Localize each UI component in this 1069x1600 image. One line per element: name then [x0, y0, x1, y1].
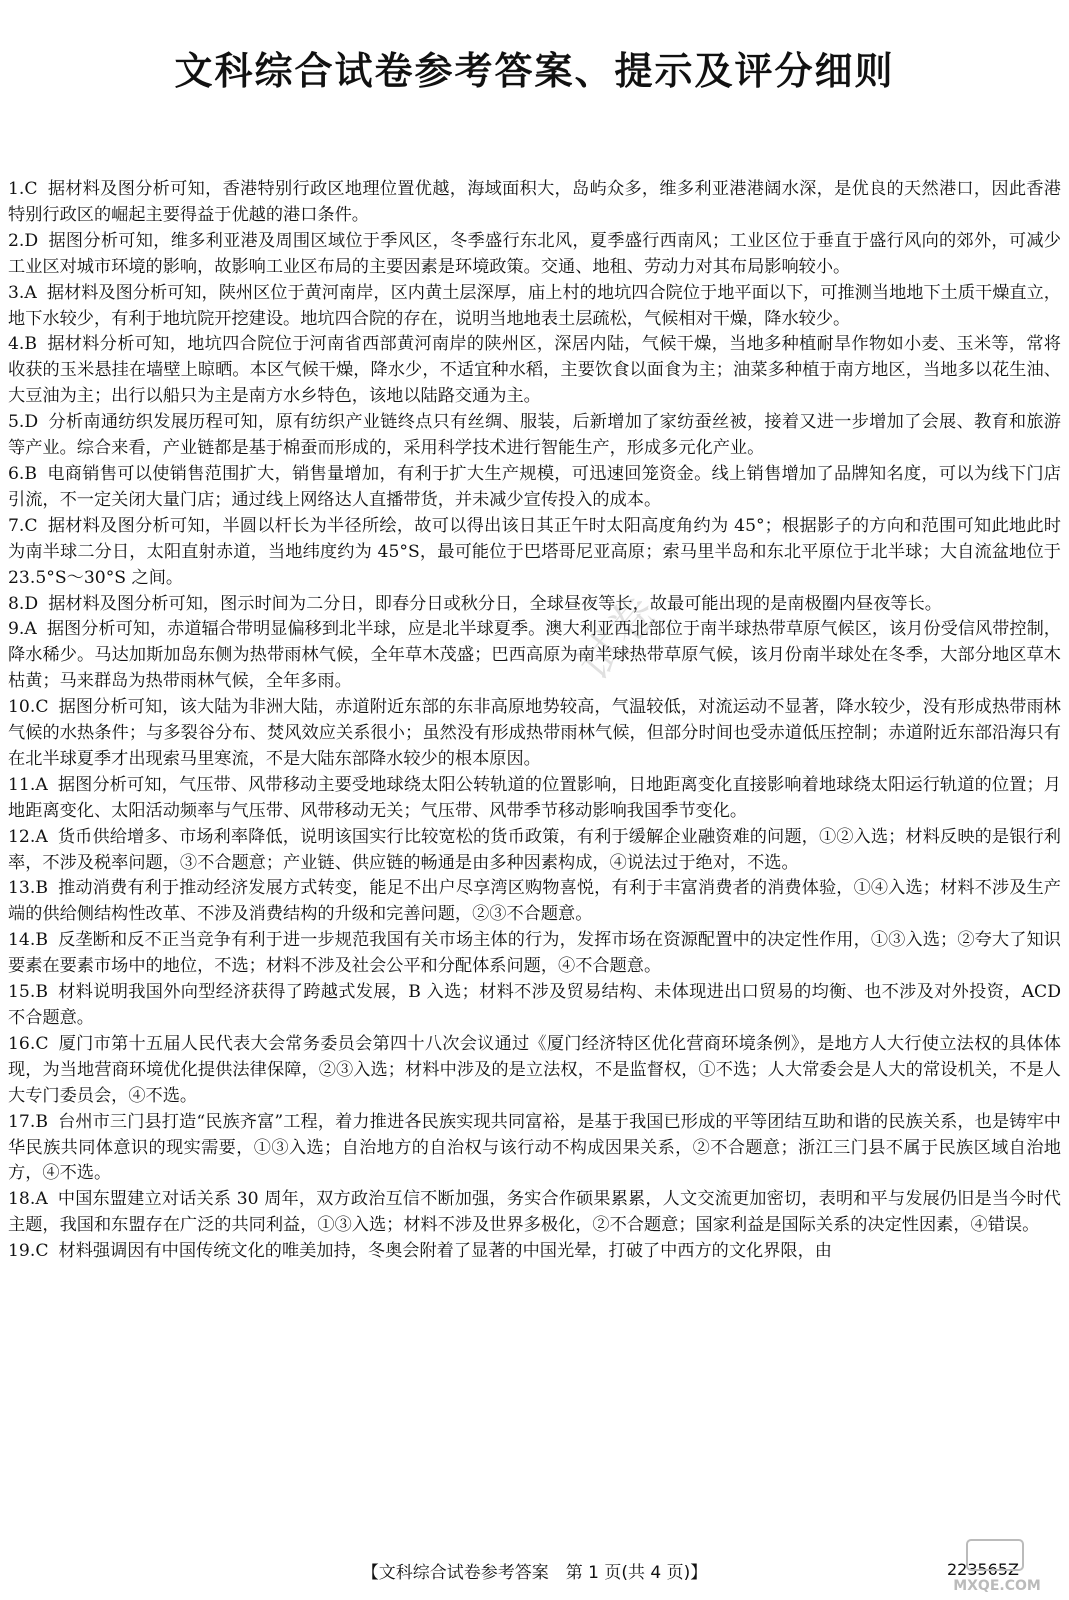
- answer-text: 据材料及图分析可知，香港特别行政区地理位置优越，海域面积大，岛屿众多，维多利亚港港阔水深，是优良的天然港口，因此香港特别行政区的崛起主要得益于优越的港口条件。: [8, 179, 1061, 225]
- answer-number: 2.D: [8, 230, 39, 251]
- answer-item: [8, 332, 1061, 410]
- answer-item: [8, 410, 1061, 462]
- answer-item: [8, 1032, 1061, 1110]
- answer-item: [8, 773, 1061, 825]
- answer-text: 中国东盟建立对话关系 30 周年，双方政治互信不断加强，务实合作硕果累累，人文交流更加密切，表明和平与发展仍旧是当今时代主题，我国和东盟存在广泛的共同利益，①③入选；材料不涉及世界多极化，②不合题意；国家利益是国际关系的决定性因素，④错误。: [8, 1189, 1061, 1236]
- answer-text: 据图分析可知，维多利亚港及周围区域位于季风区，冬季盛行东北风，夏季盛行西南风；工业区位于垂直于盛行风向的郊外，可减少工业区对城市环境的影响，故影响工业区布局的主要因素是环境政策。交通、地租、劳动力对其布局影响较小。: [8, 230, 1061, 277]
- answer-item: [8, 592, 1061, 618]
- answer-item: [8, 695, 1061, 773]
- answer-text: 电商销售可以使销售范围扩大，销售量增加，有利于扩大生产规模，可迅速回笼资金。线上销售增加了品牌知名度，可以为线下门店引流，不一定关闭大量门店；通过线上网络达人直播带货，并未减少宣传投入的成本。: [8, 463, 1061, 510]
- answer-item: [8, 177, 1061, 229]
- site-logo-icon: [937, 1536, 1057, 1596]
- answer-text: 据图分析可知，气压带、风带移动主要受地球绕太阳公转轨道的位置影响，日地距离变化直接影响着地球绕太阳运行轨道的位置；月地距离变化、太阳活动频率与气压带、风带移动无关；气压带、风带季节移动影响我国季节变化。: [8, 774, 1061, 821]
- answer-item: [8, 617, 1061, 695]
- answer-text: 反垄断和反不正当竞争有利于进一步规范我国有关市场主体的行为，发挥市场在资源配置中的决定性作用，①③入选；②夸大了知识要素在要素市场中的地位，不选；材料不涉及社会公平和分配体系问题，④不合题意。: [8, 930, 1061, 977]
- answer-number: 18.A: [8, 1189, 48, 1210]
- answer-number: 11.A: [8, 774, 48, 795]
- answer-number: 6.B: [8, 463, 38, 484]
- answer-number: 10.C: [8, 697, 49, 718]
- answer-text: 材料强调因有中国传统文化的唯美加持，冬奥会附着了显著的中国光晕，打破了中西方的文化界限，由: [58, 1241, 832, 1262]
- answer-number: 1.C: [8, 179, 38, 199]
- answer-number: 5.D: [8, 412, 39, 433]
- answer-text: 材料说明我国外向型经济获得了跨越式发展，B 入选；材料不涉及贸易结构、未体现进出口贸易的均衡、也不涉及对外投资，ACD 不合题意。: [8, 982, 1061, 1028]
- answer-number: 9.A: [8, 619, 37, 640]
- answer-text: 厦门市第十五届人民代表大会常务委员会第四十八次会议通过《厦门经济特区优化营商环境条例》，是地方人大行使立法权的具体体现，为当地营商环境优化提供法律保障，②③入选；材料中涉及的是立法权，不是监督权，①不选；人大常委会是人大的常设机关，不是人大专门委员会，④不选。: [8, 1033, 1061, 1106]
- answer-item: [8, 281, 1061, 333]
- answer-item: [8, 876, 1061, 928]
- page-title: 文科综合试卷参考答案、提示及评分细则: [174, 49, 895, 93]
- answer-item: [8, 980, 1061, 1032]
- answer-item: [8, 514, 1061, 592]
- answer-item: [8, 825, 1061, 877]
- answer-text: 台州市三门县打造“民族齐富”工程，着力推进各民族实现共同富裕，是基于我国已形成的平等团结互助和谐的民族关系，也是铸牢中华民族共同体意识的现实需要，①③入选；自治地方的自治权与该行动不构成因果关系，②不合题意；浙江三门县不属于民族区域自治地方，④不选。: [8, 1111, 1061, 1184]
- answer-number: 7.C: [8, 515, 38, 536]
- page-footer: 【文科综合试卷参考答案 第 1 页(共 4 页)】: [361, 1563, 708, 1583]
- answer-text: 据材料及图分析可知，图示时间为二分日，即春分日或秋分日，全球昼夜等长，故最可能出现的是南极圈内昼夜等长。: [48, 593, 942, 614]
- answer-text: 据图分析可知，赤道辐合带明显偏移到北半球，应是北半球夏季。澳大利亚西北部位于南半球热带草原气候区，该月份受信风带控制，降水稀少。马达加斯加岛东侧为热带雨林气候，全年草木茂盛；巴西高原为南半球热带草原气候，该月份南半球处在冬季，大部分地区草木枯黄；马来群岛为热带雨林气候，全年多雨。: [8, 619, 1061, 692]
- answer-number: 12.A: [8, 826, 48, 847]
- answer-list: [8, 177, 1061, 1265]
- answer-number: 14.B: [8, 930, 48, 951]
- answer-number: 15.B: [8, 982, 48, 1003]
- answer-text: 推动消费有利于推动经济发展方式转变，能足不出户尽享湾区购物喜悦，有利于丰富消费者的消费体验，①④入选；材料不涉及生产端的供给侧结构性改革、不涉及消费结构的升级和完善问题，②③不合题意。: [8, 878, 1061, 925]
- answer-item: [8, 1110, 1061, 1188]
- answer-number: 8.D: [8, 593, 39, 614]
- answer-number: 16.C: [8, 1033, 49, 1054]
- answer-text: 据图分析可知，该大陆为非洲大陆，赤道附近东部的东非高原地势较高，气温较低，对流运动不显著，降水较少，没有形成热带雨林气候的水热条件；与多裂谷分布、焚风效应关系很小；虽然没有形成热带雨林气候，但部分时间也受赤道低压控制；赤道附近东部沿海只有在北半球夏季才出现索马里寒流，不是大陆东部降水较少的根本原因。: [8, 697, 1061, 769]
- answer-number: 3.A: [8, 282, 37, 303]
- answer-number: 17.B: [8, 1111, 48, 1132]
- answer-item: [8, 1187, 1061, 1239]
- answer-text: 据材料及图分析可知，陕州区位于黄河南岸，区内黄土层深厚，庙上村的地坑四合院位于地平面以下，可推测当地地下土质干燥直立，地下水较少，有利于地坑院开挖建设。地坑四合院的存在，说明当地地表土层疏松，气候相对干燥，降水较少。: [8, 282, 1061, 329]
- logo-text: MXQE.COM: [953, 1578, 1041, 1594]
- answer-item: [8, 229, 1061, 281]
- answer-number: 19.C: [8, 1241, 49, 1262]
- answer-item: [8, 1239, 1061, 1265]
- answer-text: 据材料分析可知，地坑四合院位于河南省西部黄河南岸的陕州区，深居内陆，气候干燥，当地多种植耐旱作物如小麦、玉米等，常将收获的玉米悬挂在墙壁上晾晒。本区气候干燥，降水少，不适宜种水稻，主要饮食以面食为主；油菜多种植于南方地区，当地多以花生油、大豆油为主；出行以船只为主是南方水乡特色，该地以陆路交通为主。: [8, 334, 1061, 407]
- answer-text: 分析南通纺织发展历程可知，原有纺织产业链终点只有丝绸、服装，后新增加了家纺蚕丝被，接着又进一步增加了会展、教育和旅游等产业。综合来看，产业链都是基于棉蚕而形成的，采用科学技术进行智能生产，形成多元化产业。: [8, 412, 1061, 459]
- answer-text: 货币供给增多、市场利率降低，说明该国实行比较宽松的货币政策，有利于缓解企业融资难的问题，①②入选；材料反映的是银行利率，不涉及税率问题，③不合题意；产业链、供应链的畅通是由多种因素构成，④说法过于绝对，不选。: [8, 826, 1061, 873]
- watermark: 试卷: [566, 585, 668, 691]
- answer-item: [8, 928, 1061, 980]
- answer-item: [8, 462, 1061, 514]
- answer-text: 据材料及图分析可知，半圆以杆长为半径所绘，故可以得出该日其正午时太阳高度角约为 45°；根据影子的方向和范围可知此地此时为南半球二分日，太阳直射赤道，当地纬度约为 45°S，最可能位于巴塔哥尼亚高原；索马里半岛和东北平原位于北半球；大自流盆地位于 23.5°S～30°S 之间。: [8, 515, 1061, 588]
- document-code: 223565Z: [946, 1560, 1019, 1579]
- answer-number: 13.B: [8, 878, 48, 899]
- answer-number: 4.B: [8, 334, 38, 355]
